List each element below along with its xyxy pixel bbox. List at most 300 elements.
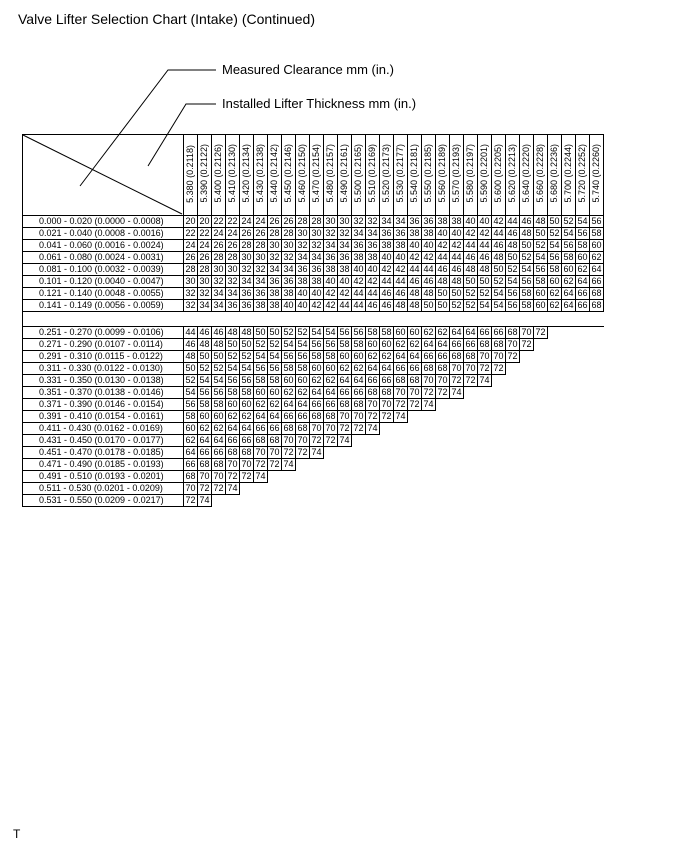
lifter-number-cell: 46	[409, 276, 420, 286]
lifter-number-cell: 68	[241, 447, 252, 457]
empty-cell	[380, 459, 394, 471]
clearance-range: 0.531 - 0.550 (0.0209 - 0.0217)	[23, 495, 184, 507]
thickness-label: 5.510 (0.2169)	[367, 144, 377, 203]
empty-cell	[212, 495, 226, 507]
empty-cell	[338, 471, 352, 483]
thickness-label: 5.420 (0.2134)	[241, 144, 251, 203]
lifter-number-cell: 68	[283, 423, 294, 433]
lifter-number-cell: 70	[283, 435, 294, 445]
empty-cell	[590, 351, 604, 363]
lifter-number-cell: 42	[493, 216, 504, 226]
lifter-number-cell: 36	[227, 300, 238, 310]
lifter-number-cell: 48	[213, 339, 224, 349]
empty-cell	[338, 447, 352, 459]
empty-cell	[562, 411, 576, 423]
empty-cell	[562, 459, 576, 471]
lifter-number-cell: 44	[423, 264, 434, 274]
thickness-header	[296, 135, 310, 216]
lifter-number-cell: 68	[479, 339, 490, 349]
empty-cell	[422, 411, 436, 423]
installed-thickness-callout: Installed Lifter Thickness mm (in.)	[222, 96, 417, 111]
empty-cell	[492, 483, 506, 495]
lifter-number-cell: 64	[227, 423, 238, 433]
empty-cell	[464, 399, 478, 411]
thickness-header-row	[23, 135, 604, 216]
empty-cell	[590, 423, 604, 435]
lifter-number-cell: 52	[269, 339, 280, 349]
lifter-number-cell: 32	[311, 240, 322, 250]
lifter-number-cell: 66	[381, 375, 392, 385]
empty-cell	[576, 375, 590, 387]
empty-cell	[394, 459, 408, 471]
clearance-range: 0.371 - 0.390 (0.0146 - 0.0154)	[23, 399, 184, 411]
empty-cell	[408, 471, 422, 483]
lifter-number-cell: 56	[591, 216, 602, 226]
lifter-number-cell: 54	[199, 375, 210, 385]
lifter-number-cell: 28	[213, 252, 224, 262]
lifter-number-cell: 42	[423, 252, 434, 262]
empty-cell	[324, 495, 338, 507]
empty-cell	[394, 423, 408, 435]
empty-cell	[268, 483, 282, 495]
lifter-number-cell: 52	[563, 216, 574, 226]
lifter-number-cell: 62	[255, 399, 266, 409]
lifter-number-cell: 40	[297, 300, 308, 310]
lifter-number-cell: 34	[255, 276, 266, 286]
lifter-number-cell: 70	[381, 399, 392, 409]
lifter-selection-table	[22, 134, 604, 507]
lifter-number-cell: 32	[227, 276, 238, 286]
empty-cell	[422, 423, 436, 435]
empty-cell	[576, 327, 590, 339]
empty-cell	[338, 459, 352, 471]
lifter-number-cell: 34	[353, 228, 364, 238]
lifter-number-cell: 74	[451, 387, 462, 397]
empty-cell	[366, 447, 380, 459]
lifter-number-cell: 28	[185, 264, 196, 274]
clearance-range: 0.291 - 0.310 (0.0115 - 0.0122)	[23, 351, 184, 363]
empty-cell	[548, 411, 562, 423]
empty-cell	[534, 435, 548, 447]
lifter-number-cell: 56	[353, 327, 364, 337]
lifter-number-cell: 60	[367, 339, 378, 349]
table-row	[23, 363, 604, 375]
lifter-number-cell: 68	[493, 339, 504, 349]
lifter-number-cell: 60	[283, 375, 294, 385]
empty-cell	[590, 339, 604, 351]
lifter-number-cell: 32	[353, 216, 364, 226]
lifter-number-cell: 34	[297, 252, 308, 262]
lifter-number-cell: 74	[367, 423, 378, 433]
thickness-label: 5.540 (0.2181)	[409, 144, 419, 203]
clearance-range: 0.391 - 0.410 (0.0154 - 0.0161)	[23, 411, 184, 423]
lifter-number-cell: 50	[269, 327, 280, 337]
thickness-label: 5.620 (0.2213)	[507, 144, 517, 203]
empty-cell	[282, 483, 296, 495]
lifter-number-cell: 70	[339, 411, 350, 421]
lifter-number-cell: 50	[535, 228, 546, 238]
thickness-header	[254, 135, 268, 216]
lifter-number-cell: 54	[507, 276, 518, 286]
empty-cell	[394, 447, 408, 459]
lifter-number-cell: 42	[437, 240, 448, 250]
lifter-number-cell: 58	[339, 339, 350, 349]
lifter-number-cell: 34	[213, 288, 224, 298]
lifter-number-cell: 62	[269, 399, 280, 409]
lifter-number-cell: 52	[255, 339, 266, 349]
lifter-number-cell: 66	[269, 423, 280, 433]
empty-cell	[520, 459, 534, 471]
clearance-range: 0.081 - 0.100 (0.0032 - 0.0039)	[23, 264, 184, 276]
lifter-number-cell: 24	[213, 228, 224, 238]
lifter-number-cell: 44	[381, 276, 392, 286]
lifter-number-cell: 60	[535, 300, 546, 310]
clearance-range: 0.141 - 0.149 (0.0056 - 0.0059)	[23, 300, 184, 312]
lifter-number-cell: 56	[269, 363, 280, 373]
empty-cell	[506, 387, 520, 399]
lifter-number-cell: 54	[479, 300, 490, 310]
lifter-number-cell: 36	[409, 216, 420, 226]
lifter-number-cell: 42	[325, 300, 336, 310]
lifter-number-cell: 68	[269, 435, 280, 445]
lifter-number-cell: 50	[437, 288, 448, 298]
thickness-label: 5.560 (0.2189)	[437, 144, 447, 203]
lifter-number-cell: 72	[297, 447, 308, 457]
empty-cell	[576, 435, 590, 447]
lifter-number-cell: 46	[521, 216, 532, 226]
lifter-number-cell: 26	[199, 252, 210, 262]
lifter-number-cell: 72	[423, 387, 434, 397]
lifter-number-cell: 70	[255, 447, 266, 457]
lifter-number-cell: 42	[451, 240, 462, 250]
lifter-number-cell: 60	[591, 240, 602, 250]
empty-cell	[576, 363, 590, 375]
lifter-number-cell: 44	[353, 288, 364, 298]
lifter-number-cell: 48	[185, 351, 196, 361]
lifter-number-cell: 46	[451, 264, 462, 274]
lifter-number-cell: 60	[563, 264, 574, 274]
empty-cell	[562, 423, 576, 435]
thickness-label: 5.430 (0.2138)	[255, 144, 265, 203]
lifter-number-cell: 32	[255, 264, 266, 274]
empty-cell	[548, 423, 562, 435]
lifter-number-cell: 72	[395, 399, 406, 409]
lifter-number-cell: 60	[213, 411, 224, 421]
lifter-number-cell: 54	[493, 288, 504, 298]
table-row	[23, 495, 604, 507]
lifter-number-cell: 56	[213, 387, 224, 397]
thickness-label: 5.740 (0.2260)	[591, 144, 601, 203]
empty-cell	[464, 435, 478, 447]
lifter-number-cell: 60	[381, 339, 392, 349]
lifter-number-cell: 50	[451, 288, 462, 298]
lifter-number-cell: 36	[311, 264, 322, 274]
lifter-number-cell: 56	[507, 288, 518, 298]
lifter-number-cell: 72	[521, 339, 532, 349]
lifter-number-cell: 62	[311, 375, 322, 385]
thickness-label: 5.470 (0.2154)	[311, 144, 321, 203]
empty-cell	[478, 423, 492, 435]
empty-cell	[282, 495, 296, 507]
lifter-number-cell: 40	[395, 252, 406, 262]
lifter-number-cell: 40	[451, 228, 462, 238]
thickness-label: 5.400 (0.2126)	[213, 144, 223, 203]
lifter-number-cell: 66	[241, 435, 252, 445]
lifter-number-cell: 64	[283, 399, 294, 409]
lifter-number-cell: 62	[227, 411, 238, 421]
lifter-number-cell: 66	[227, 435, 238, 445]
lifter-number-cell: 60	[297, 375, 308, 385]
lifter-number-cell: 38	[437, 216, 448, 226]
lifter-number-cell: 72	[409, 399, 420, 409]
lifter-number-cell: 42	[353, 276, 364, 286]
footer-mark: T	[13, 827, 21, 841]
table-row	[23, 411, 604, 423]
lifter-number-cell: 74	[283, 459, 294, 469]
lifter-number-cell: 46	[493, 240, 504, 250]
empty-cell	[380, 447, 394, 459]
thickness-label: 5.660 (0.2228)	[535, 144, 545, 203]
lifter-number-cell: 66	[395, 363, 406, 373]
lifter-number-cell: 48	[521, 228, 532, 238]
lifter-number-cell: 30	[227, 264, 238, 274]
lifter-number-cell: 66	[297, 411, 308, 421]
lifter-number-cell: 70	[437, 375, 448, 385]
lifter-number-cell: 48	[423, 288, 434, 298]
lifter-number-cell: 58	[521, 300, 532, 310]
empty-cell	[590, 483, 604, 495]
thickness-label: 5.450 (0.2146)	[283, 144, 293, 203]
empty-cell	[478, 387, 492, 399]
lifter-number-cell: 42	[479, 228, 490, 238]
empty-cell	[492, 471, 506, 483]
lifter-number-cell: 58	[353, 339, 364, 349]
lifter-number-cell: 68	[591, 288, 602, 298]
lifter-number-cell: 52	[213, 363, 224, 373]
lifter-number-cell: 60	[311, 363, 322, 373]
empty-cell	[548, 495, 562, 507]
lifter-number-cell: 60	[269, 387, 280, 397]
lifter-number-cell: 40	[325, 276, 336, 286]
lifter-number-cell: 52	[493, 276, 504, 286]
lifter-number-cell: 52	[535, 240, 546, 250]
lifter-number-cell: 50	[199, 351, 210, 361]
empty-cell	[408, 495, 422, 507]
empty-cell	[562, 447, 576, 459]
thickness-header	[310, 135, 324, 216]
lifter-number-cell: 20	[199, 216, 210, 226]
lifter-number-cell: 62	[241, 411, 252, 421]
lifter-number-cell: 34	[367, 228, 378, 238]
empty-cell	[436, 483, 450, 495]
lifter-number-cell: 26	[241, 228, 252, 238]
lifter-number-cell: 48	[535, 216, 546, 226]
lifter-number-cell: 68	[185, 471, 196, 481]
lifter-number-cell: 64	[185, 447, 196, 457]
empty-cell	[408, 459, 422, 471]
empty-cell	[590, 363, 604, 375]
lifter-number-cell: 32	[325, 228, 336, 238]
empty-cell	[534, 423, 548, 435]
lifter-number-cell: 44	[185, 327, 196, 337]
lifter-number-cell: 22	[199, 228, 210, 238]
lifter-number-cell: 50	[213, 351, 224, 361]
clearance-range: 0.471 - 0.490 (0.0185 - 0.0193)	[23, 459, 184, 471]
lifter-number-cell: 50	[507, 252, 518, 262]
empty-cell	[506, 411, 520, 423]
lifter-number-cell: 28	[311, 216, 322, 226]
lifter-number-cell: 62	[325, 375, 336, 385]
lifter-number-cell: 68	[381, 387, 392, 397]
empty-cell	[506, 447, 520, 459]
lifter-number-cell: 54	[535, 252, 546, 262]
empty-cell	[450, 459, 464, 471]
empty-cell	[520, 351, 534, 363]
clearance-range: 0.000 - 0.020 (0.0000 - 0.0008)	[23, 216, 184, 228]
lifter-number-cell: 38	[367, 252, 378, 262]
lifter-number-cell: 66	[577, 300, 588, 310]
lifter-number-cell: 22	[213, 216, 224, 226]
lifter-number-cell: 54	[563, 228, 574, 238]
empty-cell	[562, 399, 576, 411]
lifter-number-cell: 56	[563, 240, 574, 250]
empty-cell	[352, 459, 366, 471]
lifter-number-cell: 30	[255, 252, 266, 262]
empty-cell	[296, 495, 310, 507]
lifter-number-cell: 48	[409, 288, 420, 298]
lifter-number-cell: 36	[241, 300, 252, 310]
lifter-number-cell: 54	[241, 363, 252, 373]
empty-cell	[562, 483, 576, 495]
empty-cell	[352, 471, 366, 483]
lifter-number-cell: 72	[381, 411, 392, 421]
lifter-number-cell: 34	[199, 300, 210, 310]
lifter-number-cell: 40	[381, 252, 392, 262]
lifter-number-cell: 56	[339, 327, 350, 337]
empty-cell	[576, 387, 590, 399]
thickness-header	[408, 135, 422, 216]
thickness-header	[184, 135, 198, 216]
empty-cell	[534, 363, 548, 375]
lifter-number-cell: 60	[227, 399, 238, 409]
empty-cell	[436, 471, 450, 483]
lifter-number-cell: 74	[339, 435, 350, 445]
lifter-number-cell: 64	[563, 288, 574, 298]
empty-cell	[310, 459, 324, 471]
lifter-number-cell: 70	[269, 447, 280, 457]
lifter-number-cell: 46	[479, 252, 490, 262]
empty-cell	[506, 435, 520, 447]
lifter-number-cell: 70	[451, 363, 462, 373]
empty-cell	[534, 483, 548, 495]
empty-cell	[478, 399, 492, 411]
lifter-number-cell: 58	[255, 375, 266, 385]
empty-cell	[548, 471, 562, 483]
empty-cell	[562, 351, 576, 363]
lifter-number-cell: 40	[423, 240, 434, 250]
empty-cell	[492, 495, 506, 507]
lifter-number-cell: 70	[423, 375, 434, 385]
empty-cell	[492, 399, 506, 411]
thickness-header	[380, 135, 394, 216]
thickness-header	[338, 135, 352, 216]
table-row	[23, 216, 604, 228]
table-row	[23, 276, 604, 288]
empty-cell	[590, 435, 604, 447]
empty-cell	[506, 363, 520, 375]
thickness-header	[464, 135, 478, 216]
lifter-number-cell: 48	[465, 264, 476, 274]
lifter-number-cell: 64	[241, 423, 252, 433]
empty-cell	[436, 423, 450, 435]
empty-cell	[562, 375, 576, 387]
lifter-number-cell: 36	[395, 228, 406, 238]
empty-cell	[590, 399, 604, 411]
empty-cell	[492, 459, 506, 471]
empty-cell	[520, 483, 534, 495]
clearance-range: 0.061 - 0.080 (0.0024 - 0.0031)	[23, 252, 184, 264]
lifter-number-cell: 40	[283, 300, 294, 310]
empty-cell	[520, 423, 534, 435]
lifter-number-cell: 26	[255, 228, 266, 238]
table-row	[23, 447, 604, 459]
empty-cell	[478, 435, 492, 447]
lifter-number-cell: 62	[297, 387, 308, 397]
table-row	[23, 471, 604, 483]
lifter-number-cell: 72	[227, 471, 238, 481]
lifter-number-cell: 50	[227, 339, 238, 349]
lifter-number-cell: 54	[521, 264, 532, 274]
empty-cell	[436, 459, 450, 471]
empty-cell	[534, 459, 548, 471]
lifter-number-cell: 64	[199, 435, 210, 445]
lifter-number-cell: 46	[381, 300, 392, 310]
lifter-number-cell: 56	[283, 351, 294, 361]
empty-cell	[590, 411, 604, 423]
lifter-number-cell: 28	[227, 252, 238, 262]
empty-cell	[576, 447, 590, 459]
clearance-range: 0.431 - 0.450 (0.0170 - 0.0177)	[23, 435, 184, 447]
lifter-number-cell: 30	[297, 228, 308, 238]
lifter-number-cell: 70	[507, 339, 518, 349]
lifter-number-cell: 66	[577, 288, 588, 298]
thickness-label: 5.640 (0.2220)	[521, 144, 531, 203]
lifter-number-cell: 56	[577, 228, 588, 238]
lifter-number-cell: 38	[409, 228, 420, 238]
lifter-number-cell: 56	[521, 276, 532, 286]
empty-cell	[254, 495, 268, 507]
empty-cell	[520, 387, 534, 399]
lifter-number-cell: 50	[549, 216, 560, 226]
lifter-number-cell: 40	[437, 228, 448, 238]
lifter-number-cell: 64	[437, 339, 448, 349]
lifter-number-cell: 40	[353, 264, 364, 274]
lifter-number-cell: 60	[339, 351, 350, 361]
empty-cell	[562, 471, 576, 483]
lifter-number-cell: 38	[339, 264, 350, 274]
lifter-number-cell: 34	[269, 264, 280, 274]
lifter-number-cell: 72	[451, 375, 462, 385]
lifter-number-cell: 62	[213, 423, 224, 433]
empty-cell	[450, 447, 464, 459]
lifter-number-cell: 66	[479, 327, 490, 337]
lifter-number-cell: 58	[563, 252, 574, 262]
thickness-label: 5.580 (0.2197)	[465, 144, 475, 203]
lifter-number-cell: 42	[311, 300, 322, 310]
thickness-header	[282, 135, 296, 216]
table-row	[23, 435, 604, 447]
lifter-number-cell: 52	[479, 288, 490, 298]
